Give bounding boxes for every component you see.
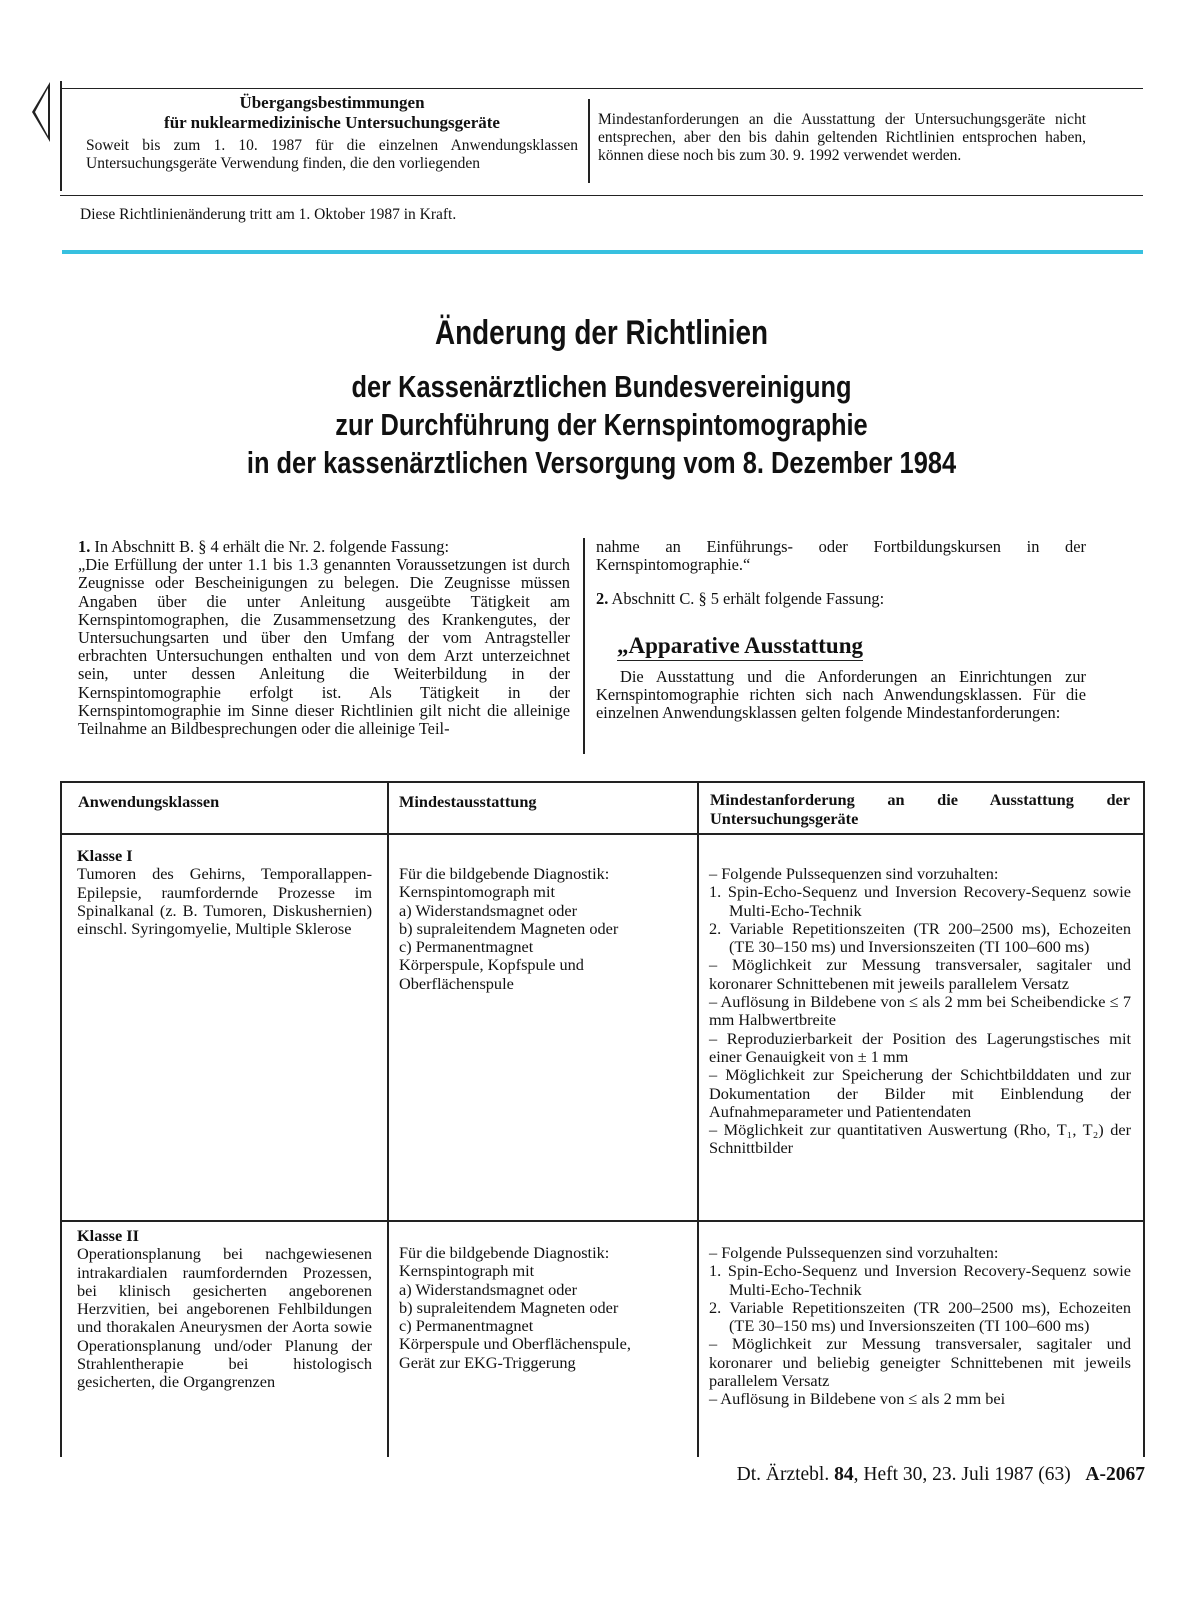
- equip-1-line-2: Kernspintomograph mit: [399, 882, 556, 902]
- equip-1-line-6: Körperspule, Kopfspule und Oberflächenspule: [399, 955, 584, 993]
- footer-page-number: A-2067: [1085, 1464, 1145, 1485]
- table-header-classes: Anwendungsklassen: [78, 792, 220, 811]
- table-row-2-equipment: [399, 1244, 687, 1372]
- equip-2-line-4: b) supraleitendem Magneten oder: [399, 1297, 619, 1317]
- equip-2-line-1: Für die bildgebende Diagnostik:: [399, 1243, 610, 1262]
- req-1-item-4: – Möglichkeit zur Messung transversaler, sagitaler und koronarer Schnittebenen mit jeweils parallelem Versatz: [709, 955, 1131, 993]
- class-1-title: Klasse I: [77, 846, 133, 865]
- transition-title-1: Übergangsbestimmungen: [239, 93, 425, 112]
- table-row-rule: [60, 1220, 1145, 1222]
- req-1-item-7: – Möglichkeit zur Speicherung der Schichtbilddaten und zur Dokumentation der Bilder mit Einblendung der Aufnahmeparameter und Patientendaten: [709, 1065, 1131, 1121]
- section-1-quote: „Die Erfüllung der unter 1.1 bis 1.3 genannten Voraussetzungen ist durch Zeugnisse oder Bescheinigungen zu belegen. Die Zeugnisse müssen Angaben über die unter Anleitung ausgeübte Tätigkeit am Kernspintomographen, die Zusammensetzung des Krankengutes, der Untersuchungsarten und über den Umfang der vom Antragsteller erbrachten Untersuchungen enthalten und von dem Arzt unterzeichnet sein, unter dessen Anleitung die Weiterbildung in der Kernspintomographie erfolgt ist. Als Tätigkeit in der Kernspintomographie im Sinne dieser Richtlinien gilt nicht die alleinige Teilnahme an Bildbesprechungen oder die alleinige Teil-: [78, 555, 570, 739]
- equip-1-line-1: Für die bildgebende Diagnostik:: [399, 864, 610, 883]
- req-2-item-3: 2. Variable Repetitionszeiten (TR 200–2500 ms), Echozeiten (TE 30–150 ms) und Inversionszeiten (TI 100–600 ms): [709, 1297, 1131, 1336]
- box-column-divider: [588, 99, 590, 183]
- class-1-text: Tumoren des Gehirns, Temporallappen-Epilepsie, raumfordernde Prozesse im Spinalkanal (z. B. Tumoren, Diskushernien) einschl. Syringomyelie, Multiple Sklerose: [77, 864, 372, 939]
- equip-2-line-6: Körperspule und Oberflächenspule,: [399, 1334, 631, 1354]
- transition-left-text: Soweit bis zum 1. 10. 1987 für die einzelnen Anwendungsklassen Untersuchungsgeräte Verwendung finden, die den vorliegenden: [86, 137, 578, 172]
- class-2-text: Operationsplanung bei nachgewiesenen intrakardialen raumfordernden Prozessen, bei klinisch gesicherten angeborenen Herzvitien, bei angeborenen Fehlbildungen und thorakalen Aneurysmen der Aorta sowie Operationsplanung und/oder Planung der Strahlentherapie bei histologisch gesicherten, die Organgrenzen: [77, 1244, 372, 1392]
- cyan-divider: [62, 250, 1143, 254]
- section-2-text: Die Ausstattung und die Anforderungen an Einrichtungen zur Kernspintomographie richten sich nach Anwendungsklassen. Für die einzelnen Anwendungsklassen gelten folgende Mindestanforderungen:: [596, 667, 1086, 723]
- req-1-item-5: – Auflösung in Bildebene von ≤ als 2 mm bei Scheibendicke ≤ 7 mm Halbwertbreite: [709, 992, 1131, 1030]
- page-title: Änderung der Richtlinien: [434, 314, 769, 352]
- right-body-column: [596, 538, 1086, 609]
- equip-1-line-4: b) supraleitendem Magneten oder: [399, 918, 619, 938]
- req-1-item-1: – Folgende Pulssequenzen sind vorzuhalten:: [709, 864, 999, 883]
- table-right-rule: [1143, 781, 1145, 1457]
- table-row-1-class: [77, 847, 372, 938]
- margin-triangle-icon: [32, 82, 50, 142]
- section-2-intro: Abschnitt C. § 5 erhält folgende Fassung:: [611, 589, 885, 609]
- section-2-number: 2.: [596, 589, 609, 609]
- table-row-2-requirements: [709, 1244, 1131, 1409]
- page-footer: [737, 1464, 1145, 1486]
- section-2-heading: „Apparative Ausstattung: [617, 633, 863, 661]
- table-row-2-class: [77, 1227, 372, 1392]
- section-1-number: 1.: [78, 537, 91, 556]
- req-1-item-3: 2. Variable Repetitionszeiten (TR 200–2500 ms), Echozeiten (TE 30–150 ms) und Inversionszeiten (TI 100–600 ms): [709, 918, 1131, 957]
- subtitle-line-1: der Kassenärztlichen Bundesvereinigung: [351, 369, 852, 404]
- req-2-item-1: – Folgende Pulssequenzen sind vorzuhalten:: [709, 1243, 999, 1262]
- equip-2-line-5: c) Permanentmagnet: [399, 1316, 534, 1336]
- req-1-item-6: – Reproduzierbarkeit der Position des Lagerungstisches mit einer Genauigkeit von ± 1 mm: [709, 1028, 1131, 1066]
- table-top-rule: [60, 781, 1145, 783]
- body-column-divider: [583, 538, 585, 754]
- requirements-table: [60, 781, 1145, 1457]
- footer-journal: Dt. Ärztebl.: [736, 1464, 830, 1485]
- req-1-item-8: – Möglichkeit zur quantitativen Auswertung (Rho, T₁, T₂) der Schnittbilder: [709, 1120, 1131, 1158]
- class-2-title: Klasse II: [77, 1226, 139, 1245]
- req-1-item-2: 1. Spin-Echo-Sequenz und Inversion Recovery-Sequenz sowie Multi-Echo-Technik: [709, 882, 1131, 920]
- req-2-item-5: – Auflösung in Bildebene von ≤ als 2 mm bei: [709, 1389, 1006, 1409]
- footer-volume: 84: [834, 1464, 854, 1485]
- transition-left-column: [86, 93, 578, 173]
- transition-right-text: Mindestanforderungen an die Ausstattung der Untersuchungsgeräte nicht entsprechen, aber den bis dahin geltenden Richtlinien entsprochen haben, können diese noch bis zum 30. 9. 1992 verwendet werden.: [598, 111, 1086, 164]
- subtitle-line-2: zur Durchführung der Kernspintomographie: [335, 407, 868, 442]
- transition-title-2: für nuklearmedizinische Untersuchungsgeräte: [164, 113, 500, 132]
- table-row-1-requirements: [709, 865, 1131, 1158]
- table-header-equipment: Mindestausstattung: [399, 792, 537, 811]
- req-2-item-4: – Möglichkeit zur Messung transversaler, sagitaler und koronarer und beliebig geneigter Schnittebenen mit jeweils parallelem Versatz: [709, 1334, 1131, 1391]
- effective-note: Diese Richtlinienänderung tritt am 1. Oktober 1987 in Kraft.: [80, 206, 457, 223]
- section-1-continuation: nahme an Einführungs- oder Fortbildungskursen in der Kernspintomographie.“: [596, 537, 1086, 575]
- table-left-rule: [60, 781, 62, 1457]
- table-col-rule-2: [697, 781, 699, 1457]
- table-header-requirements: Mindestanforderung an die Ausstattung der Untersuchungsgeräte: [710, 790, 1130, 828]
- section-1: [78, 538, 570, 738]
- footer-issue: , Heft 30, 23. Juli 1987 (63): [853, 1464, 1071, 1485]
- equip-1-line-5: c) Permanentmagnet: [399, 937, 534, 957]
- box-left-rule: [60, 81, 62, 191]
- table-row-1-equipment: [399, 865, 687, 993]
- section-1-intro: In Abschnitt B. § 4 erhält die Nr. 2. folgende Fassung:: [94, 537, 450, 556]
- equip-1-line-3: a) Widerstandsmagnet oder: [399, 900, 578, 920]
- equip-2-line-7: Gerät zur EKG-Triggerung: [399, 1352, 576, 1372]
- req-2-item-2: 1. Spin-Echo-Sequenz und Inversion Recovery-Sequenz sowie Multi-Echo-Technik: [709, 1261, 1131, 1299]
- equip-2-line-2: Kernspintograph mit: [399, 1261, 535, 1281]
- subtitle-line-3: in der kassenärztlichen Versorgung vom 8. Dezember 1984: [246, 445, 957, 480]
- transition-box: [60, 88, 1143, 196]
- table-col-rule-1: [387, 781, 389, 1457]
- equip-2-line-3: a) Widerstandsmagnet oder: [399, 1279, 578, 1299]
- table-header-rule: [60, 833, 1145, 835]
